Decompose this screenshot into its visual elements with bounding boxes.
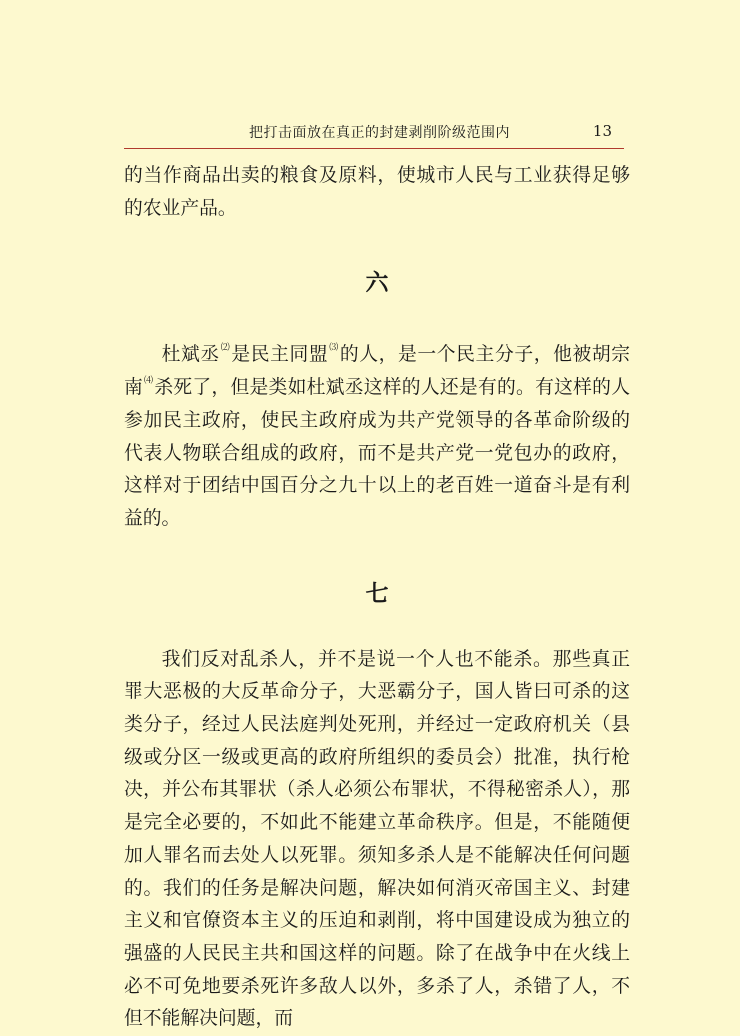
section-6-paragraph [124, 339, 630, 535]
text-segment: 的人，是一个民主分子，他被胡宗南 [124, 344, 631, 399]
section-7-paragraph: 我们反对乱杀人，并不是说一个人也不能杀。那些真正罪大恶极的大反革命分子，大恶霸分子，国人皆曰可杀的这类分子，经过人民法庭判处死刑，并经过一定政府机关（县级或分区一级或更高的政府所组织的委员会）批准，执行枪决，并公布其罪状（杀人必须公布罪状，不得秘密杀人），那是完全必要的，不如此不能建立革命秩序。但是，不能随便加人罪名而去处人以死罪。须知多杀人是不能解决任何问题的。我们的任务是解决问题，解决如何消灭帝国主义、封建主义和官僚资本主义的压迫和剥削，将中国建设成为独立的强盛的人民民主共和国这样的问题。除了在战争中在火线上必不可免地要杀死许多敌人以外，多杀了人，杀错了人，不但不能解决问题，而 [124, 648, 630, 1030]
running-title: 把打击面放在真正的封建剥削阶级范围内 [249, 125, 510, 141]
text-segment: 杀死了，但是类如杜斌丞这样的人还是有的。有这样的人参加民主政府，使民主政府成为共产党领导的各革命阶级的代表人物联合组成的政府，而不是共产党一党包办的政府，这样对于团结中国百分之九十以上的老百姓一道奋斗是有利益的。 [124, 377, 631, 529]
page-number: 13 [592, 122, 612, 140]
section-heading-6: 六 [365, 269, 389, 297]
footnote-ref-2[interactable]: ⑵ [220, 343, 231, 354]
page-body [124, 160, 630, 1036]
continued-paragraph: 的当作商品出卖的粮食及原料，使城市人民与工业获得足够的农业产品。 [124, 165, 630, 219]
text-segment: 杜斌丞 [161, 344, 220, 366]
footnote-ref-4[interactable]: ⑷ [144, 376, 154, 387]
footnote-ref-3[interactable]: ⑶ [329, 343, 339, 354]
text-segment: 是民主同盟 [231, 344, 329, 366]
section-heading-7: 七 [365, 579, 389, 607]
running-header [124, 122, 624, 148]
header-rule [124, 148, 624, 149]
